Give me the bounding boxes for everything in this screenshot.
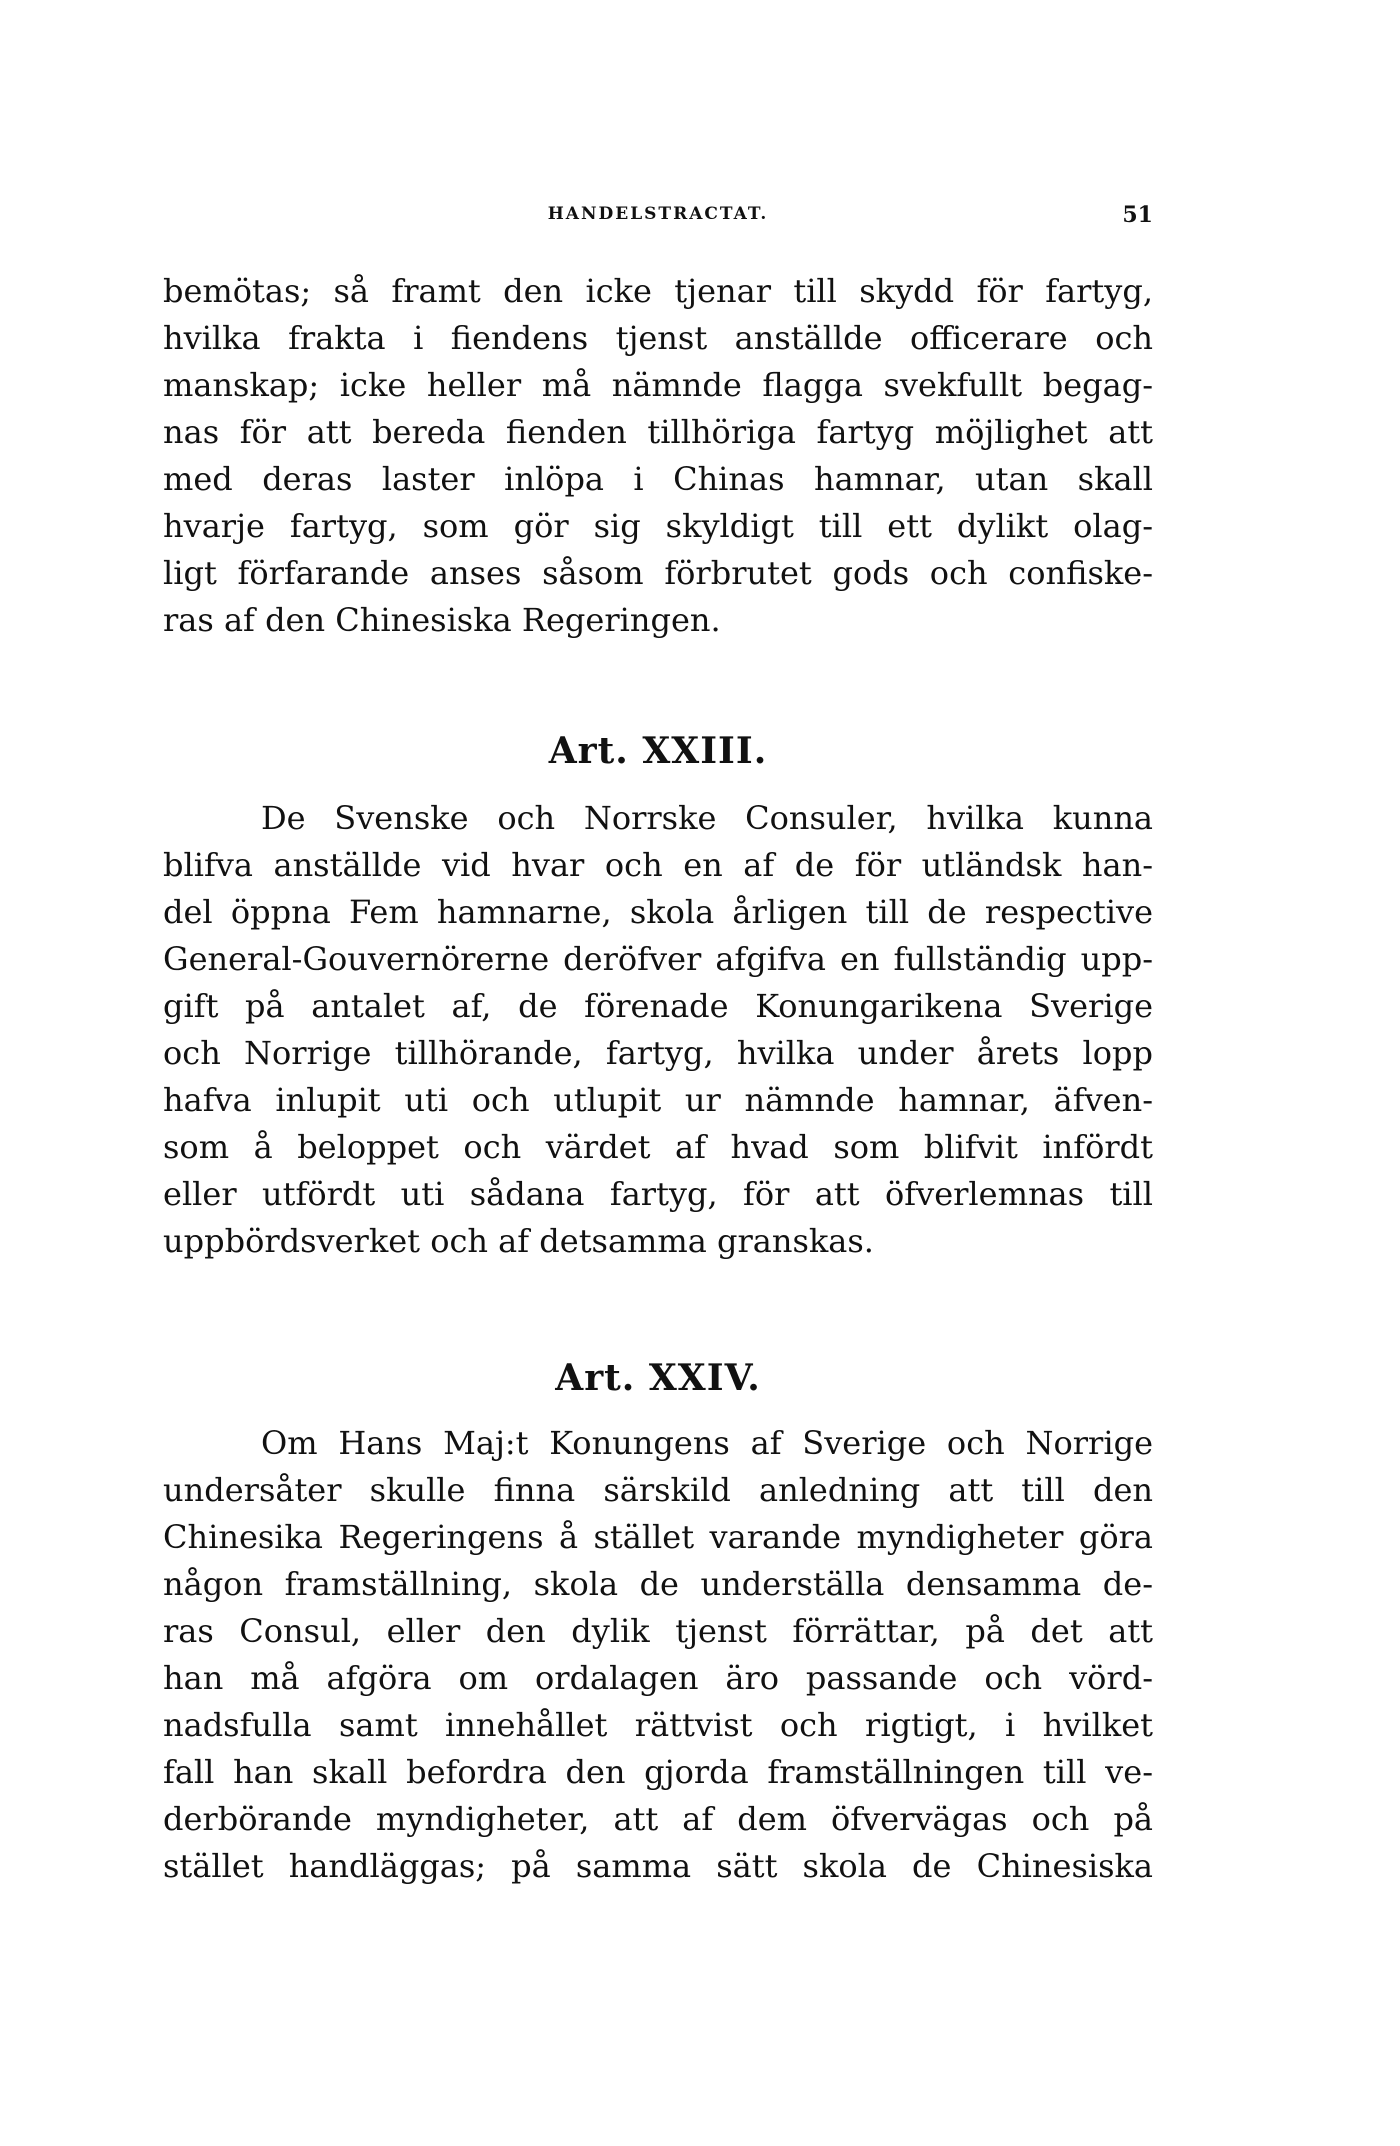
text-line: hafva inlupit uti och utlupit ur nämnde hamnar, äfven- bbox=[163, 1081, 1153, 1119]
running-header bbox=[163, 204, 1153, 234]
text-line: stället handläggas; på samma sätt skola de Chinesiska bbox=[163, 1847, 1153, 1885]
text-line: De Svenske och Norrske Consuler, hvilka kunna bbox=[261, 799, 1153, 837]
text-line: han må afgöra om ordalagen äro passande och vörd- bbox=[163, 1659, 1153, 1697]
text-line: någon framställning, skola de underställa densamma de- bbox=[163, 1565, 1153, 1603]
text-line: uppbördsverket och af detsamma granskas. bbox=[163, 1222, 874, 1260]
article-heading-xxiii: Art. XXIII. bbox=[548, 730, 768, 772]
text-line: ligt förfarande anses såsom förbrutet gods och confiske- bbox=[163, 554, 1153, 592]
text-line: undersåter skulle finna särskild anledning att till den bbox=[163, 1471, 1153, 1509]
text-line: ras Consul, eller den dylik tjenst förrättar, på det att bbox=[163, 1612, 1153, 1650]
text-line: ras af den Chinesiska Regeringen. bbox=[163, 601, 721, 639]
text-line: nas för att bereda fienden tillhöriga fartyg möjlighet att bbox=[163, 413, 1153, 451]
text-line: nadsfulla samt innehållet rättvist och rigtigt, i hvilket bbox=[163, 1706, 1153, 1744]
text-line: eller utfördt uti sådana fartyg, för att öfverlemnas till bbox=[163, 1175, 1153, 1213]
text-line: manskap; icke heller må nämnde flagga svekfullt begag- bbox=[163, 366, 1153, 404]
text-line: fall han skall befordra den gjorda framställningen till ve- bbox=[163, 1753, 1153, 1791]
continued-paragraph bbox=[163, 268, 1153, 644]
text-line: hvilka frakta i fiendens tjenst anställde officerare och bbox=[163, 319, 1153, 357]
text-line: derbörande myndigheter, att af dem öfvervägas och på bbox=[163, 1800, 1153, 1838]
article-xxiii-paragraph bbox=[163, 795, 1153, 1265]
text-line: General-Gouvernörerne deröfver afgifva en fullständig upp- bbox=[163, 940, 1153, 978]
article-heading-xxiv: Art. XXIV. bbox=[555, 1357, 761, 1399]
text-line: som å beloppet och värdet af hvad som blifvit infördt bbox=[163, 1128, 1153, 1166]
text-line: del öppna Fem hamnarne, skola årligen till de respective bbox=[163, 893, 1153, 931]
text-line: med deras laster inlöpa i Chinas hamnar, utan skall bbox=[163, 460, 1153, 498]
text-line: hvarje fartyg, som gör sig skyldigt till ett dylikt olag- bbox=[163, 507, 1153, 545]
text-line: och Norrige tillhörande, fartyg, hvilka under årets lopp bbox=[163, 1034, 1153, 1072]
text-line: bemötas; så framt den icke tjenar till skydd för fartyg, bbox=[163, 272, 1153, 310]
running-title: HANDELSTRACTAT. bbox=[547, 204, 769, 224]
text-line: Om Hans Maj:t Konungens af Sverige och Norrige bbox=[261, 1424, 1153, 1462]
article-xxiv-paragraph bbox=[163, 1420, 1153, 1890]
page-number: 51 bbox=[1122, 202, 1153, 228]
text-line: Chinesika Regeringens å stället varande myndigheter göra bbox=[163, 1518, 1153, 1556]
text-line: blifva anställde vid hvar och en af de för utländsk han- bbox=[163, 846, 1153, 884]
text-line: gift på antalet af, de förenade Konungarikena Sverige bbox=[163, 987, 1153, 1025]
